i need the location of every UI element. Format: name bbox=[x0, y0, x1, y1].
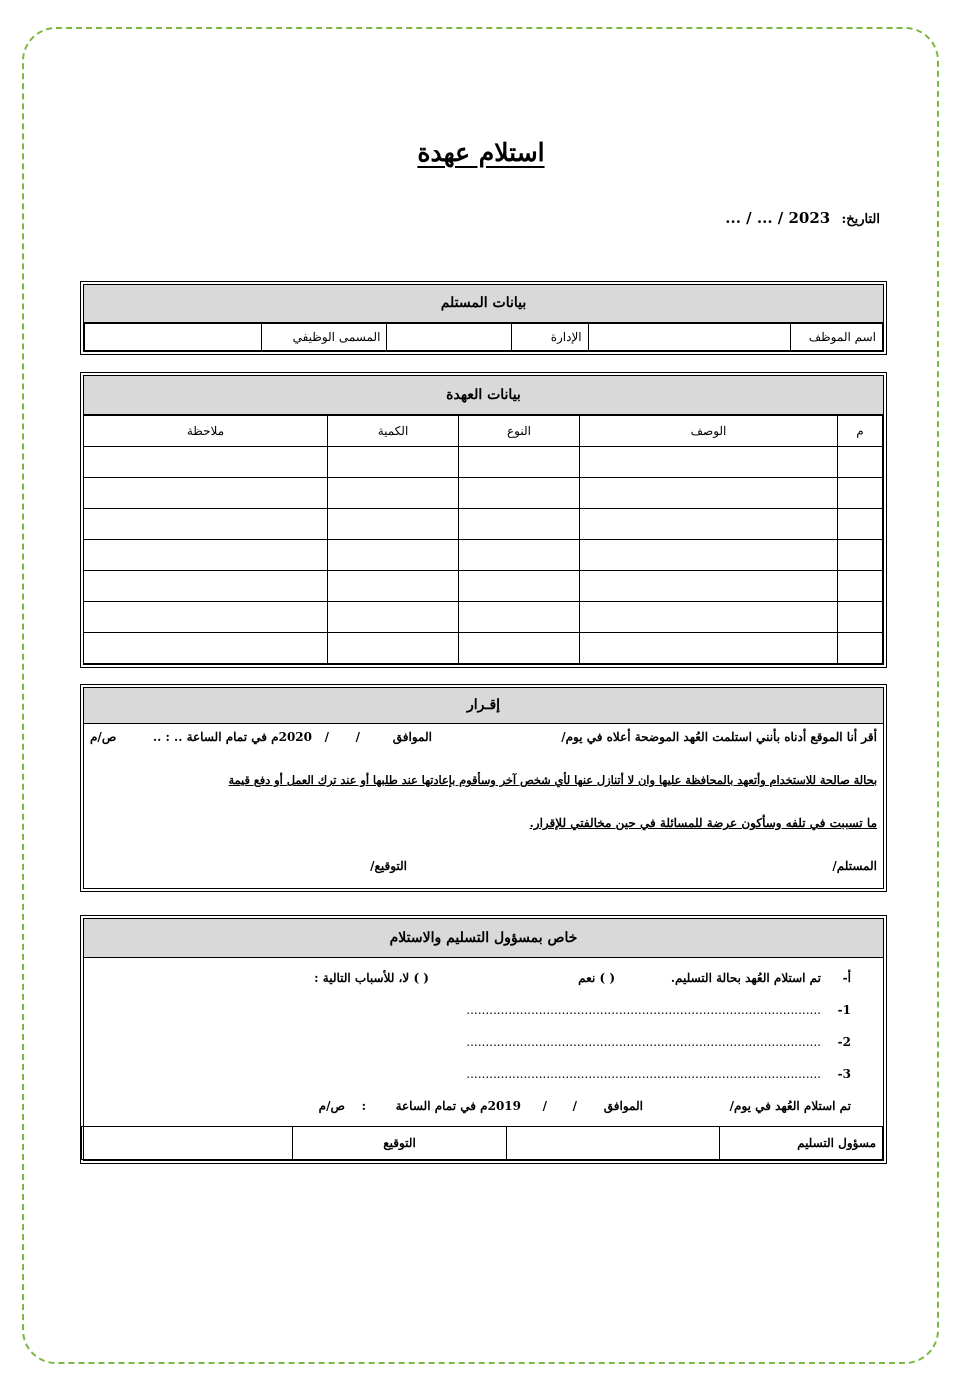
custody-table bbox=[83, 415, 883, 664]
recipient-table bbox=[84, 323, 883, 351]
declaration-line-1: أقر أنا الموقع أدناه بأنني استلمت العُهد الموضحة أعلاه في يوم/ الموافق / / 2020م في تمام الساعة .. : .. ص/م bbox=[90, 730, 877, 744]
declaration-line-3: ما تسببت في تلفه وسأكون عرضة للمسائلة في حين مخالفتي للإقرار. bbox=[529, 816, 877, 830]
declaration-signatures bbox=[90, 853, 877, 883]
table-row[interactable] bbox=[84, 633, 883, 664]
table-row[interactable] bbox=[84, 571, 883, 602]
department-label: الإدارة bbox=[511, 324, 588, 351]
table-row[interactable] bbox=[84, 509, 883, 540]
officer-signature-field[interactable] bbox=[82, 1127, 293, 1160]
custody-header: بيانات العهدة bbox=[84, 376, 883, 415]
col-type: النوع bbox=[459, 416, 580, 447]
employee-name-label: اسم الموظف bbox=[790, 324, 882, 351]
officer-signature-label: التوقيع bbox=[293, 1127, 507, 1160]
col-note: ملاحظة bbox=[84, 416, 328, 447]
job-title-field[interactable] bbox=[85, 324, 262, 351]
custody-header-row bbox=[84, 416, 883, 447]
handover-header: خاص بمسؤول التسليم والاستلام bbox=[84, 919, 883, 958]
recipient-section bbox=[80, 281, 887, 355]
officer-field[interactable] bbox=[507, 1127, 720, 1160]
reason-line[interactable]: 3- ............................................................................................. bbox=[466, 1067, 851, 1081]
custody-section bbox=[80, 372, 887, 668]
col-description: الوصف bbox=[580, 416, 838, 447]
date-label: التاريخ: bbox=[841, 212, 880, 227]
page-title: استلام عهدة bbox=[417, 138, 545, 167]
table-row[interactable] bbox=[84, 478, 883, 509]
declaration-section bbox=[80, 684, 887, 892]
job-title-label: المسمى الوظيفي bbox=[262, 324, 387, 351]
handover-item-a: أ- تم استلام العُهد بحالة التسليم. ( ) نعم ( ) لا، للأسباب التالية : bbox=[314, 971, 851, 985]
department-field[interactable] bbox=[387, 324, 511, 351]
col-quantity: الكمية bbox=[328, 416, 459, 447]
reason-line[interactable]: 2- ............................................................................................. bbox=[466, 1035, 851, 1049]
table-row[interactable] bbox=[84, 447, 883, 478]
recipient-header: بيانات المستلم bbox=[84, 285, 883, 323]
recipient-sign-label: المستلم/ bbox=[832, 859, 877, 873]
signature-label: التوقيع/ bbox=[370, 859, 407, 873]
received-line: تم استلام العُهد في يوم/ الموافق / / 2019م في تمام الساعة : ص/م bbox=[318, 1099, 851, 1113]
officer-label: مسؤول التسليم bbox=[720, 1127, 883, 1160]
employee-name-field[interactable] bbox=[588, 324, 790, 351]
reason-line[interactable]: 1- ............................................................................................. bbox=[466, 1003, 851, 1017]
date-line bbox=[725, 209, 880, 227]
declaration-line-2: بحالة صالحة للاستخدام وأتعهد بالمحافظة عليها وان لا أتنازل عنها لأي شخص آخر وسأقوم بإعادتها عند طلبها أو عند ترك العمل أو دفع قيمة bbox=[228, 773, 877, 787]
handover-sign-table bbox=[81, 1126, 883, 1160]
no-option[interactable]: ( ) لا، للأسباب التالية : bbox=[314, 971, 429, 985]
yes-option[interactable]: ( ) نعم bbox=[578, 971, 615, 985]
handover-section bbox=[80, 915, 887, 1164]
col-number: م bbox=[838, 416, 883, 447]
table-row[interactable] bbox=[84, 540, 883, 571]
date-value: ... / ... / 2023 bbox=[725, 209, 831, 227]
handover-body bbox=[84, 958, 883, 1126]
table-row[interactable] bbox=[84, 602, 883, 633]
declaration-header: إقـرار bbox=[84, 688, 883, 724]
declaration-text bbox=[84, 724, 883, 883]
